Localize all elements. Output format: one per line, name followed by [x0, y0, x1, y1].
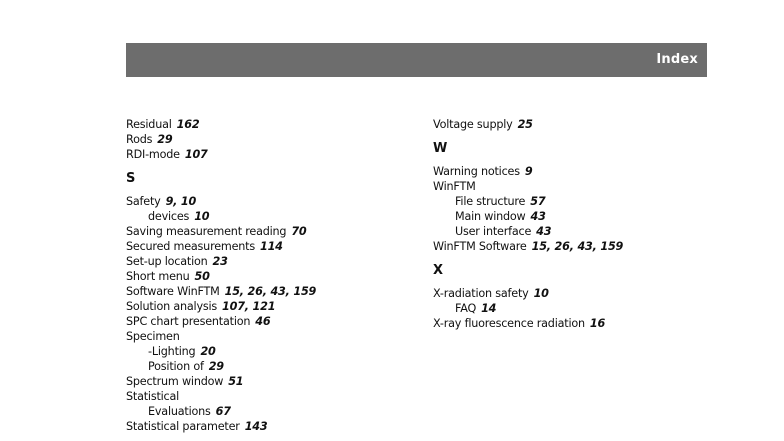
- index-pages: 14: [481, 302, 497, 315]
- index-pages: 16: [589, 317, 606, 330]
- index-pages: 20: [200, 345, 216, 358]
- index-pages: 25: [517, 118, 533, 131]
- index-term: User interface: [455, 225, 532, 238]
- index-entry: [126, 132, 316, 147]
- index-term: Statistical: [126, 390, 180, 403]
- index-pages: 162: [176, 118, 200, 131]
- index-entry: [126, 239, 316, 254]
- index-subentry: [126, 359, 316, 374]
- index-term: Saving measurement reading: [126, 225, 287, 238]
- index-term: RDI-mode: [126, 148, 180, 161]
- index-pages: 114: [260, 240, 283, 253]
- index-term: Statistical parameter: [126, 420, 240, 433]
- index-term: Safety: [126, 195, 161, 208]
- index-pages: 107: [184, 148, 208, 161]
- index-entry: [126, 284, 316, 299]
- index-entry: [433, 286, 623, 301]
- index-entry: [433, 316, 623, 331]
- index-term: Specimen: [126, 330, 180, 343]
- index-term: File structure: [455, 195, 526, 208]
- index-entry: [433, 164, 623, 179]
- index-entry: [126, 194, 316, 209]
- index-pages: 15, 26, 43, 159: [531, 240, 624, 253]
- index-term: WinFTM: [433, 180, 476, 193]
- index-term: X-radiation safety: [433, 287, 529, 300]
- index-entry: [126, 269, 316, 284]
- index-entry: [126, 374, 316, 389]
- index-pages: 9, 10: [165, 195, 197, 208]
- index-pages: 43: [536, 225, 552, 238]
- section-letter-w: W: [433, 141, 448, 156]
- index-pages: 29: [157, 133, 173, 146]
- page-title: Index: [656, 52, 698, 67]
- index-term: Short menu: [126, 270, 190, 283]
- index-entry: [126, 419, 316, 434]
- index-subentry: [433, 224, 623, 239]
- index-pages: 70: [291, 225, 307, 238]
- index-term: Spectrum window: [126, 375, 224, 388]
- index-pages: 107, 121: [222, 300, 276, 313]
- index-pages: 143: [244, 420, 268, 433]
- index-term: Warning notices: [433, 165, 520, 178]
- index-entry: [433, 179, 623, 194]
- index-subentry: [433, 194, 623, 209]
- index-term: Voltage supply: [433, 118, 513, 131]
- index-term: Position of: [148, 360, 204, 373]
- index-pages: 43: [530, 210, 546, 223]
- index-term: -Lighting: [148, 345, 196, 358]
- index-term: Residual: [126, 118, 172, 131]
- index-subentry: [126, 344, 316, 359]
- index-term: Main window: [455, 210, 526, 223]
- index-pages: 29: [208, 360, 224, 373]
- index-term: Solution analysis: [126, 300, 218, 313]
- index-pages: 10: [533, 287, 549, 300]
- index-entry: [433, 117, 623, 132]
- index-pages: 51: [228, 375, 244, 388]
- index-pages: 67: [215, 405, 231, 418]
- section-letter-s: S: [126, 171, 136, 186]
- index-entry: [126, 329, 316, 344]
- index-pages: 9: [524, 165, 533, 178]
- index-entry: [126, 224, 316, 239]
- index-term: devices: [148, 210, 190, 223]
- index-term: FAQ: [455, 302, 477, 315]
- index-entry: [126, 117, 316, 132]
- index-subentry: [433, 209, 623, 224]
- index-entry: [126, 254, 316, 269]
- index-subentry: [433, 301, 623, 316]
- index-entry: [126, 299, 316, 314]
- index-term: Set-up location: [126, 255, 208, 268]
- index-pages: 46: [255, 315, 271, 328]
- index-pages: 23: [212, 255, 228, 268]
- index-pages: 57: [530, 195, 546, 208]
- section-letter-x: X: [433, 263, 444, 278]
- index-term: X-ray fluorescence radiation: [433, 317, 585, 330]
- index-term: Rods: [126, 133, 153, 146]
- index-term: Software WinFTM: [126, 285, 220, 298]
- index-term: SPC chart presentation: [126, 315, 251, 328]
- index-term: Evaluations: [148, 405, 211, 418]
- index-pages: 15, 26, 43, 159: [224, 285, 317, 298]
- index-entry: [126, 314, 316, 329]
- index-subentry: [126, 209, 316, 224]
- index-entry: [433, 239, 623, 254]
- index-pages: 50: [194, 270, 210, 283]
- index-term: WinFTM Software: [433, 240, 527, 253]
- header-bar: [126, 43, 707, 77]
- index-term: Secured measurements: [126, 240, 255, 253]
- index-pages: 10: [194, 210, 210, 223]
- index-entry: [126, 389, 316, 404]
- index-subentry: [126, 404, 316, 419]
- index-column-left: [126, 117, 316, 434]
- index-column-right: [433, 117, 623, 331]
- index-entry: [126, 147, 316, 162]
